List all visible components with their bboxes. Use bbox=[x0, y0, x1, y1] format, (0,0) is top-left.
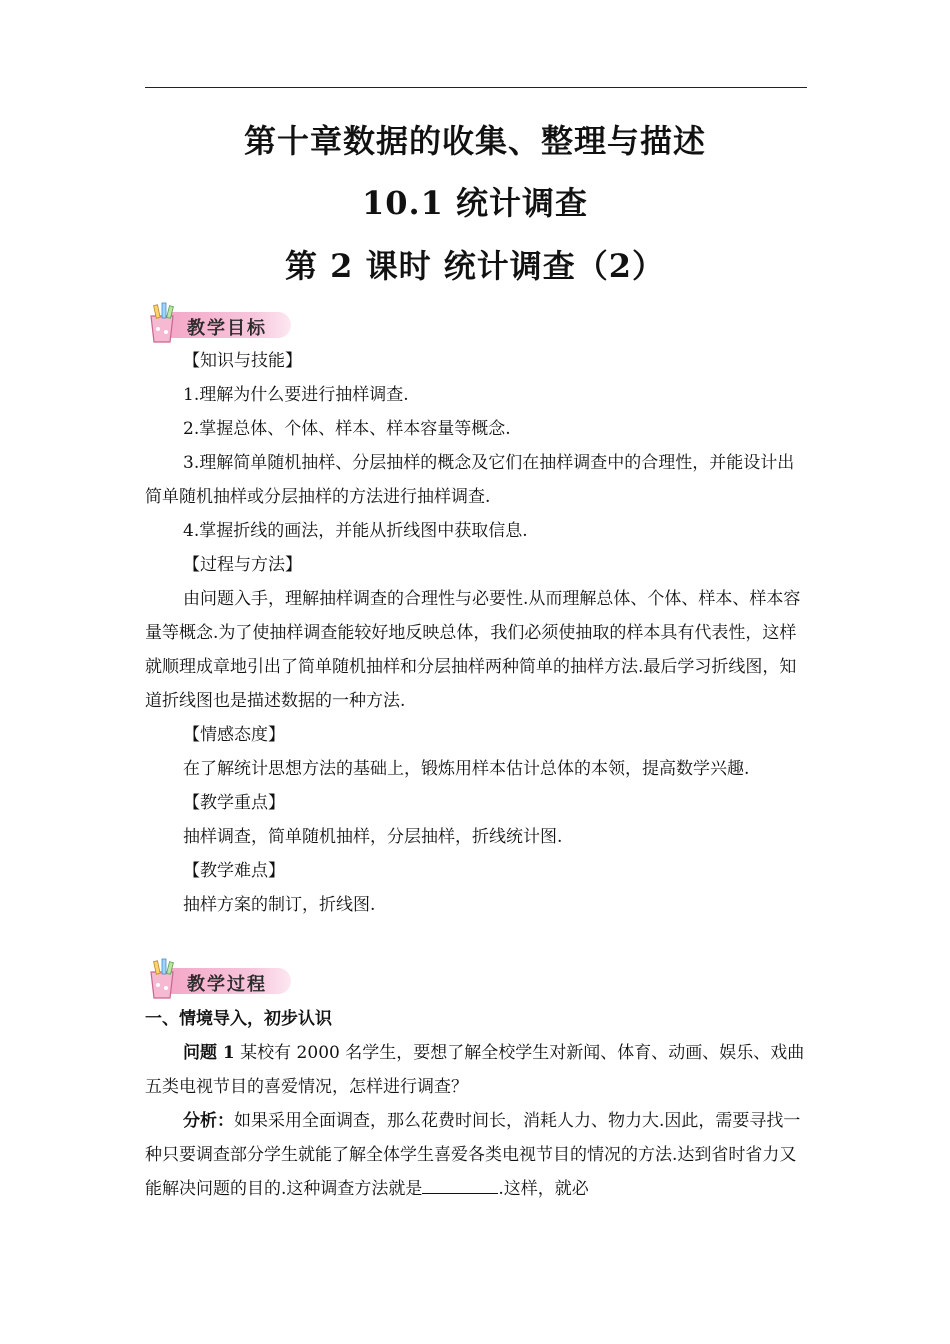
lesson-title: 第 2 课时 统计调查（2） bbox=[285, 247, 665, 285]
pencil-cup-icon bbox=[143, 302, 187, 344]
difficult-points-heading: 【教学难点】 bbox=[183, 861, 285, 881]
analysis-label: 分析： bbox=[183, 1111, 234, 1131]
key-points-text: 抽样调查，简单随机抽样，分层抽样，折线统计图. bbox=[183, 827, 563, 847]
knowledge-item-3: 3.理解简单随机抽样、分层抽样的概念及它们在抽样调查中的合理性，并能设计出简单随机抽样或分层抽样的方法进行抽样调查. bbox=[145, 453, 795, 507]
analysis-text-a: 如果采用全面调查，那么花费时间长，消耗人力、物力大.因此，需要寻找一种只要调查部分学生就能了解全体学生喜爱各类电视节目的情况的方法.达到省时省力又能解决问题的目的.这种调查方法就是 bbox=[145, 1111, 801, 1199]
question-1-label: 问题 1 bbox=[183, 1043, 235, 1063]
goals-badge bbox=[143, 302, 293, 344]
analysis-text-b: .这样，就必 bbox=[498, 1179, 589, 1199]
analysis-paragraph bbox=[145, 1104, 810, 1206]
process-section bbox=[145, 1002, 810, 1206]
process-badge bbox=[143, 958, 293, 1000]
goals-badge-label: 教学目标 bbox=[187, 318, 267, 339]
fill-in-blank bbox=[422, 1175, 498, 1194]
knowledge-item-1: 1.理解为什么要进行抽样调查. bbox=[183, 385, 409, 405]
method-heading: 【过程与方法】 bbox=[183, 555, 302, 575]
method-text: 由问题入手，理解抽样调查的合理性与必要性.从而理解总体、个体、样本、样本容量等概念.为了使抽样调查能较好地反映总体，我们必须使抽取的样本具有代表性，这样就顺理成章地引出了简单随机抽样和分层抽样两种简单的抽样方法.最后学习折线图，知道折线图也是描述数据的一种方法. bbox=[145, 589, 801, 711]
goals-section bbox=[145, 344, 810, 922]
question-1 bbox=[145, 1036, 810, 1104]
emotion-text: 在了解统计思想方法的基础上，锻炼用样本估计总体的本领，提高数学兴趣. bbox=[183, 759, 750, 779]
knowledge-item-2: 2.掌握总体、个体、样本、样本容量等概念. bbox=[183, 419, 511, 439]
chapter-title: 第十章数据的收集、整理与描述 bbox=[243, 122, 706, 160]
knowledge-item-4: 4.掌握折线的画法，并能从折线图中获取信息. bbox=[183, 521, 528, 541]
section-title: 10.1 统计调查 bbox=[361, 184, 589, 222]
knowledge-heading: 【知识与技能】 bbox=[183, 351, 302, 371]
header-rule bbox=[145, 87, 807, 88]
process-badge-label: 教学过程 bbox=[187, 974, 267, 995]
key-points-heading: 【教学重点】 bbox=[183, 793, 285, 813]
question-1-text: 某校有 2000 名学生，要想了解全校学生对新闻、体育、动画、娱乐、戏曲五类电视节目的喜爱情况，怎样进行调查？ bbox=[145, 1043, 805, 1097]
pencil-cup-icon bbox=[143, 958, 187, 1000]
section1-heading: 一、情境导入，初步认识 bbox=[145, 1009, 332, 1029]
difficult-points-text: 抽样方案的制订，折线图. bbox=[183, 895, 376, 915]
emotion-heading: 【情感态度】 bbox=[183, 725, 285, 745]
